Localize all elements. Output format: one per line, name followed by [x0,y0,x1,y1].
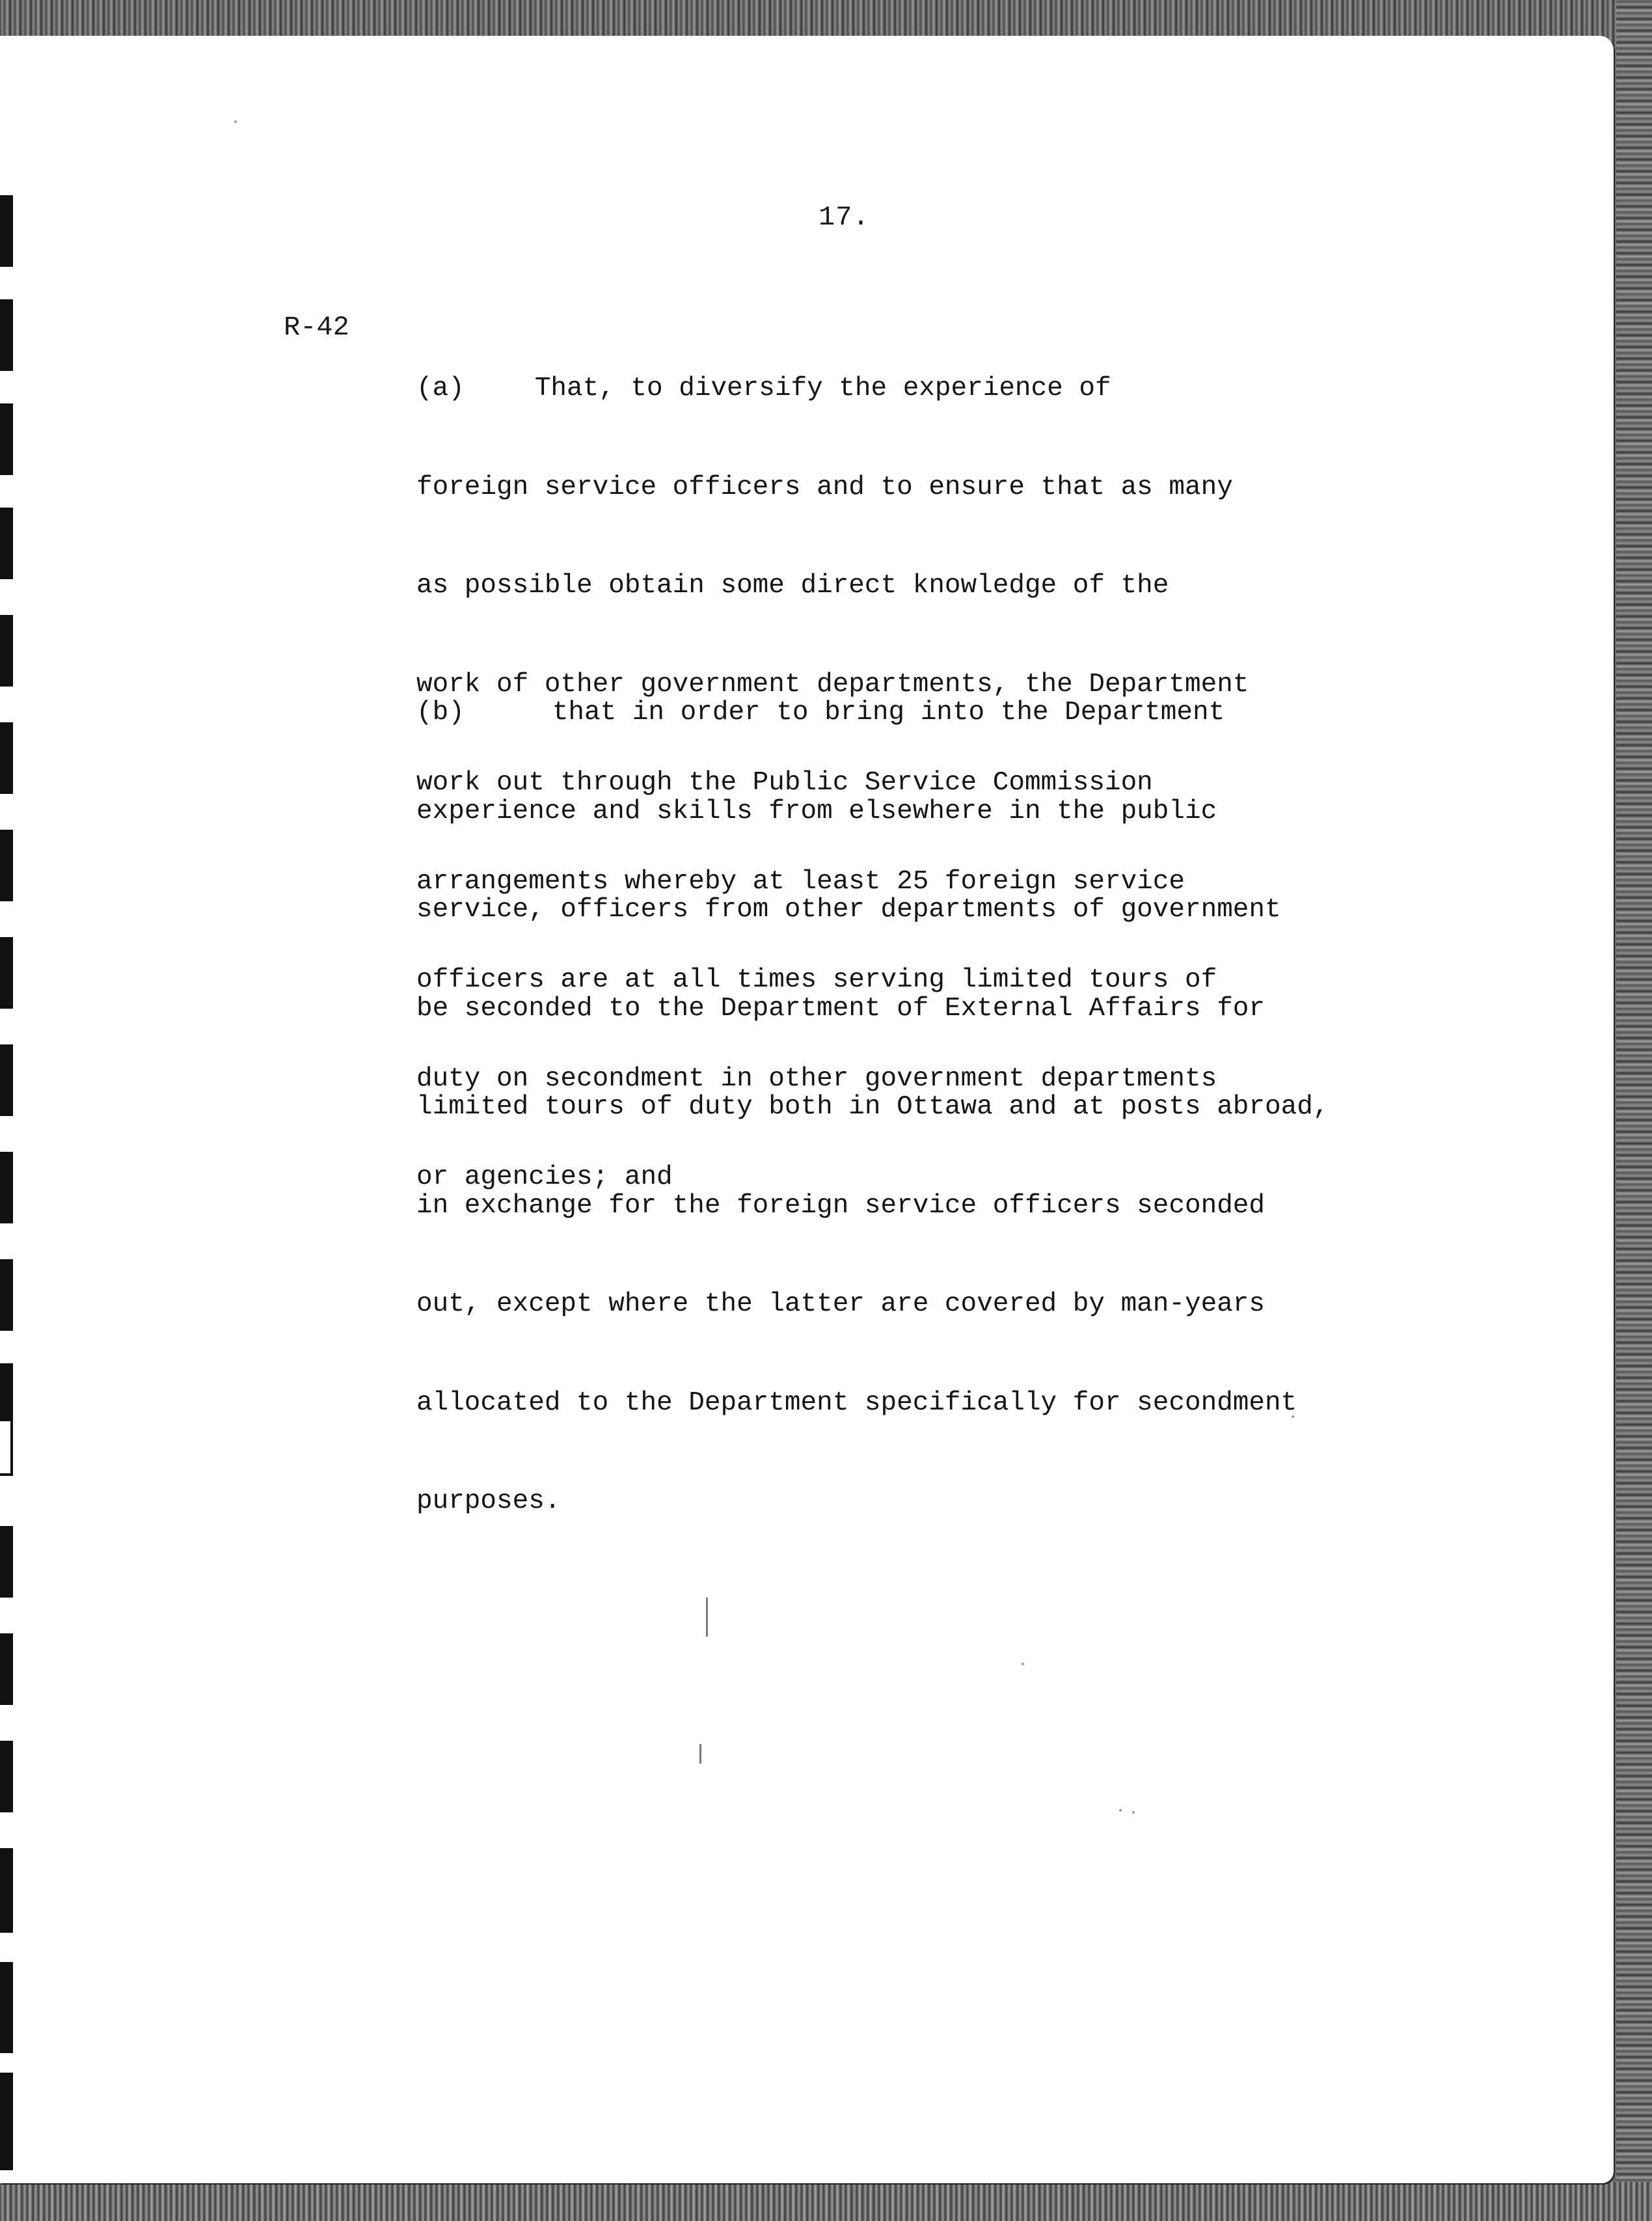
paragraph-line-text: that in order to bring into the Department [552,698,1225,728]
scan-speck [1132,1811,1135,1814]
paragraph-line: allocated to the Department specifically for secondment [416,1387,1297,1418]
scan-speck [1119,1809,1122,1812]
paragraph-line: service, officers from other departments of government [416,895,1281,925]
binding-mark [0,1633,13,1705]
paragraph-line: duty on secondment in other government departments [416,1063,1217,1094]
paragraph-line: out, except where the latter are covered by man-years [416,1289,1266,1319]
paragraph-line: be seconded to the Department of External Affairs for [416,993,1266,1024]
binding-mark [0,1526,13,1598]
paragraph-marker: (a) [416,374,465,403]
recommendation-label: R-42 [284,312,349,343]
paragraph-line: work out through the Public Service Commission [416,768,1153,798]
binding-mark [0,1152,13,1223]
scan-border-bottom [0,2182,1652,2221]
binding-mark [0,1259,13,1331]
binding-mark [0,1044,13,1116]
paragraph-line: or agencies; and [416,1162,673,1192]
binding-mark [0,508,13,579]
paragraph-line: as possible obtain some direct knowledge of the [416,571,1169,601]
paragraph-line: work of other government departments, the Department [416,669,1249,700]
paragraph-line: experience and skills from elsewhere in the public [416,796,1217,826]
scan-speck [234,120,237,123]
page-number: 17. [819,202,870,233]
binding-mark [0,403,13,475]
paragraph-line [416,696,1405,729]
scan-speck [706,1598,708,1637]
paragraph-line: limited tours of duty both in Ottawa and at posts abroad, [416,1092,1329,1122]
binding-mark [0,1962,13,2053]
paragraph-line [416,372,1405,405]
paragraph-b [416,631,1405,1584]
paragraph-line: foreign service officers and to ensure that as many [416,472,1233,502]
document-page [0,36,1614,2183]
binding-mark [0,1848,13,1933]
scan-speck [699,1744,701,1764]
scan-speck [1022,1663,1024,1665]
paragraph-marker: (b) [416,698,465,728]
paragraph-line-text: That, to diversify the experience of [534,374,1111,403]
binding-mark [0,299,13,371]
binding-mark [0,722,13,794]
paragraph-line: purposes. [416,1486,561,1516]
binding-mark [0,937,13,1009]
paragraph-line: officers are at all times serving limited tours of [416,965,1217,995]
scan-border-right [1616,0,1652,2221]
paragraph-line: in exchange for the foreign service officers seconded [416,1190,1266,1221]
binding-mark [0,830,13,901]
binding-mark [0,2073,13,2170]
binding-mark [0,615,13,687]
binding-mark [0,1419,13,1476]
binding-mark [0,1741,13,1812]
paragraph-line: arrangements whereby at least 25 foreign service [416,866,1185,897]
binding-mark [0,195,13,267]
